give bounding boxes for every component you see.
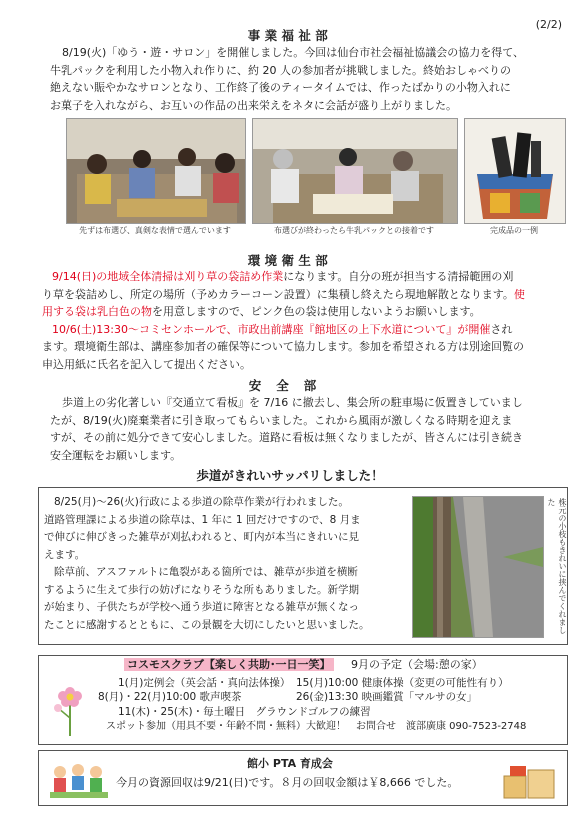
cosmos-item: 11(木)・25(木)・毎土曜日 グラウンドゴルフの練習: [118, 706, 371, 718]
cosmos-schedule-title: 9月の予定（会場:憩の家）: [351, 658, 483, 671]
env-line: [52, 268, 562, 286]
sidewalk-line: が始まり、子供たちが学校へ通う歩道に障害となる雑草が無くなっ: [44, 601, 359, 613]
welfare-line: 8/19(火)「ゆう・遊・サロン」を開催しました。今回は仙台市社会福祉協議会の協力を得て、: [62, 46, 525, 59]
welfare-line: 絶えない賑やかなサロンとなり、工作終了後のティータイムでは、作ったばかりの小物入れに: [50, 81, 511, 94]
cosmos-item: 15(月)10:00 健康体操（変更の可能性有り）: [296, 677, 509, 689]
flower-icon: [50, 678, 90, 738]
pta-heading: 館小 PTA 育成会: [247, 757, 333, 770]
env-text-span: され: [490, 322, 513, 336]
photo-caption: 完成品の一例: [490, 226, 538, 235]
photo-caption: 布選びが終わったら牛乳パックとの接着です: [274, 226, 434, 235]
welfare-heading: 事業福祉部: [247, 28, 333, 43]
safety-line: 歩道上の劣化著しい『交通立て看板』を 7/16 に撤去し、集会所の駐車場に仮置きしていまし: [62, 396, 523, 409]
safety-heading: 安全部: [248, 378, 332, 393]
cosmos-contact: スポット参加（用具不要・年齢不問・無料）大歓迎！ お問合せ 渡部廣康 090-7523-2748: [106, 721, 527, 732]
page-number: (2/2): [535, 18, 562, 31]
sidewalk-text: [44, 494, 414, 634]
sidewalk-line: 8/25(月)～26(火)行政による歩道の除草作業が行われました。: [54, 496, 349, 508]
env-red-text: 用する袋は乳白色の物: [42, 305, 152, 318]
safety-line: すが、その前に処分できて安心しました。道路に看板は無くなりましたが、皆さんには引き続き: [50, 431, 523, 444]
safety-line: たが、8/19(火)廃棄業者に引き取ってもらいました。これから風雨が激しくなる時期を迎えま: [50, 413, 513, 427]
env-line: ます。環境衛生部は、講座参加者の確保等について協力します。参加を希望される方は別途回覧の: [42, 340, 525, 353]
env-red-text: 9/14(日)の地域全体清掃は刈り草の袋詰め作業: [52, 270, 284, 283]
sidewalk-line: 道路管理課による歩道の除草は、1 年に 1 回だけですので、8 月ま: [44, 513, 361, 526]
safety-text: [50, 394, 560, 464]
photo-fabric-selection: [66, 118, 246, 224]
sidewalk-line: するように生えて歩行の妨げになりそうな所もありました。新学期: [44, 583, 359, 596]
sidewalk-photo-note: 株元の小枝もきれいに挟んでくれました: [547, 498, 567, 634]
welfare-text: [50, 44, 560, 114]
env-line: [52, 321, 562, 339]
env-text: [42, 268, 562, 373]
cosmos-header: [124, 658, 483, 672]
photo-sidewalk: [412, 496, 544, 638]
sidewalk-line: たことに感謝するとともに、この景観を大切にしたいと思いました。: [44, 618, 370, 631]
photo-gluing: [252, 118, 458, 224]
env-line: 申込用紙に氏名を記入して提出ください。: [42, 357, 251, 371]
cosmos-club-name: コスモスクラブ【楽しく共助･一日一笑】: [124, 658, 334, 671]
env-text-span: り草を袋詰めし、所定の場所（予めカラーコーン設置）に集積し終えたら現地解散となります。: [42, 287, 514, 301]
cosmos-item: 26(金)13:30 映画鑑賞「マルサの女」: [296, 691, 478, 703]
env-red-text: 使: [513, 287, 525, 301]
welfare-line: お菓子を入れながら、お互いの作品の出来栄えをネタに会話が盛り上がりました。: [50, 98, 457, 112]
env-text-span: を用意しますので、ピンク色の袋は使用しないようお願いします。: [152, 305, 481, 318]
recycling-boxes-icon: [500, 762, 560, 800]
env-red-text: 10/6(土)13:30～コミセンホールで、市政出前講座『館地区の上下水道について』が開催: [52, 322, 491, 336]
photo-caption: 先ずは布選び、真剣な表情で選んでいます: [79, 226, 231, 235]
sidewalk-heading: 歩道がきれいサッパリしました！: [196, 468, 384, 483]
sidewalk-line: えます。: [44, 548, 86, 561]
sidewalk-line: で伸びに伸びきった雑草が刈払われると、町内が本当にきれいに見: [44, 531, 359, 543]
env-line: [42, 286, 562, 304]
pta-text: 今月の資源回収は9/21(日)です。８月の回収金額は￥8,666 でした。: [116, 776, 459, 789]
cosmos-item: 1(月)定例会（英会話・真向法体操）: [118, 677, 291, 689]
env-heading: 環境衛生部: [247, 253, 333, 268]
env-line: [42, 303, 562, 321]
cosmos-item: 8(月)・22(月)10:00 歌声喫茶: [98, 691, 242, 703]
photo-finished-product: [464, 118, 566, 224]
sidewalk-line: 除草前、アスファルトに亀裂がある箇所では、雑草が歩道を横断: [54, 566, 358, 578]
env-text-span: になります。自分の班が担当する清掃範囲の刈: [283, 270, 514, 283]
children-icon: [48, 762, 110, 800]
safety-line: 安全運転をお願いします。: [50, 448, 182, 462]
welfare-line: 牛乳パックを利用した小物入れ作りに、約 20 人の参加者が挑戦しました。終始おしゃべりの: [50, 63, 511, 77]
